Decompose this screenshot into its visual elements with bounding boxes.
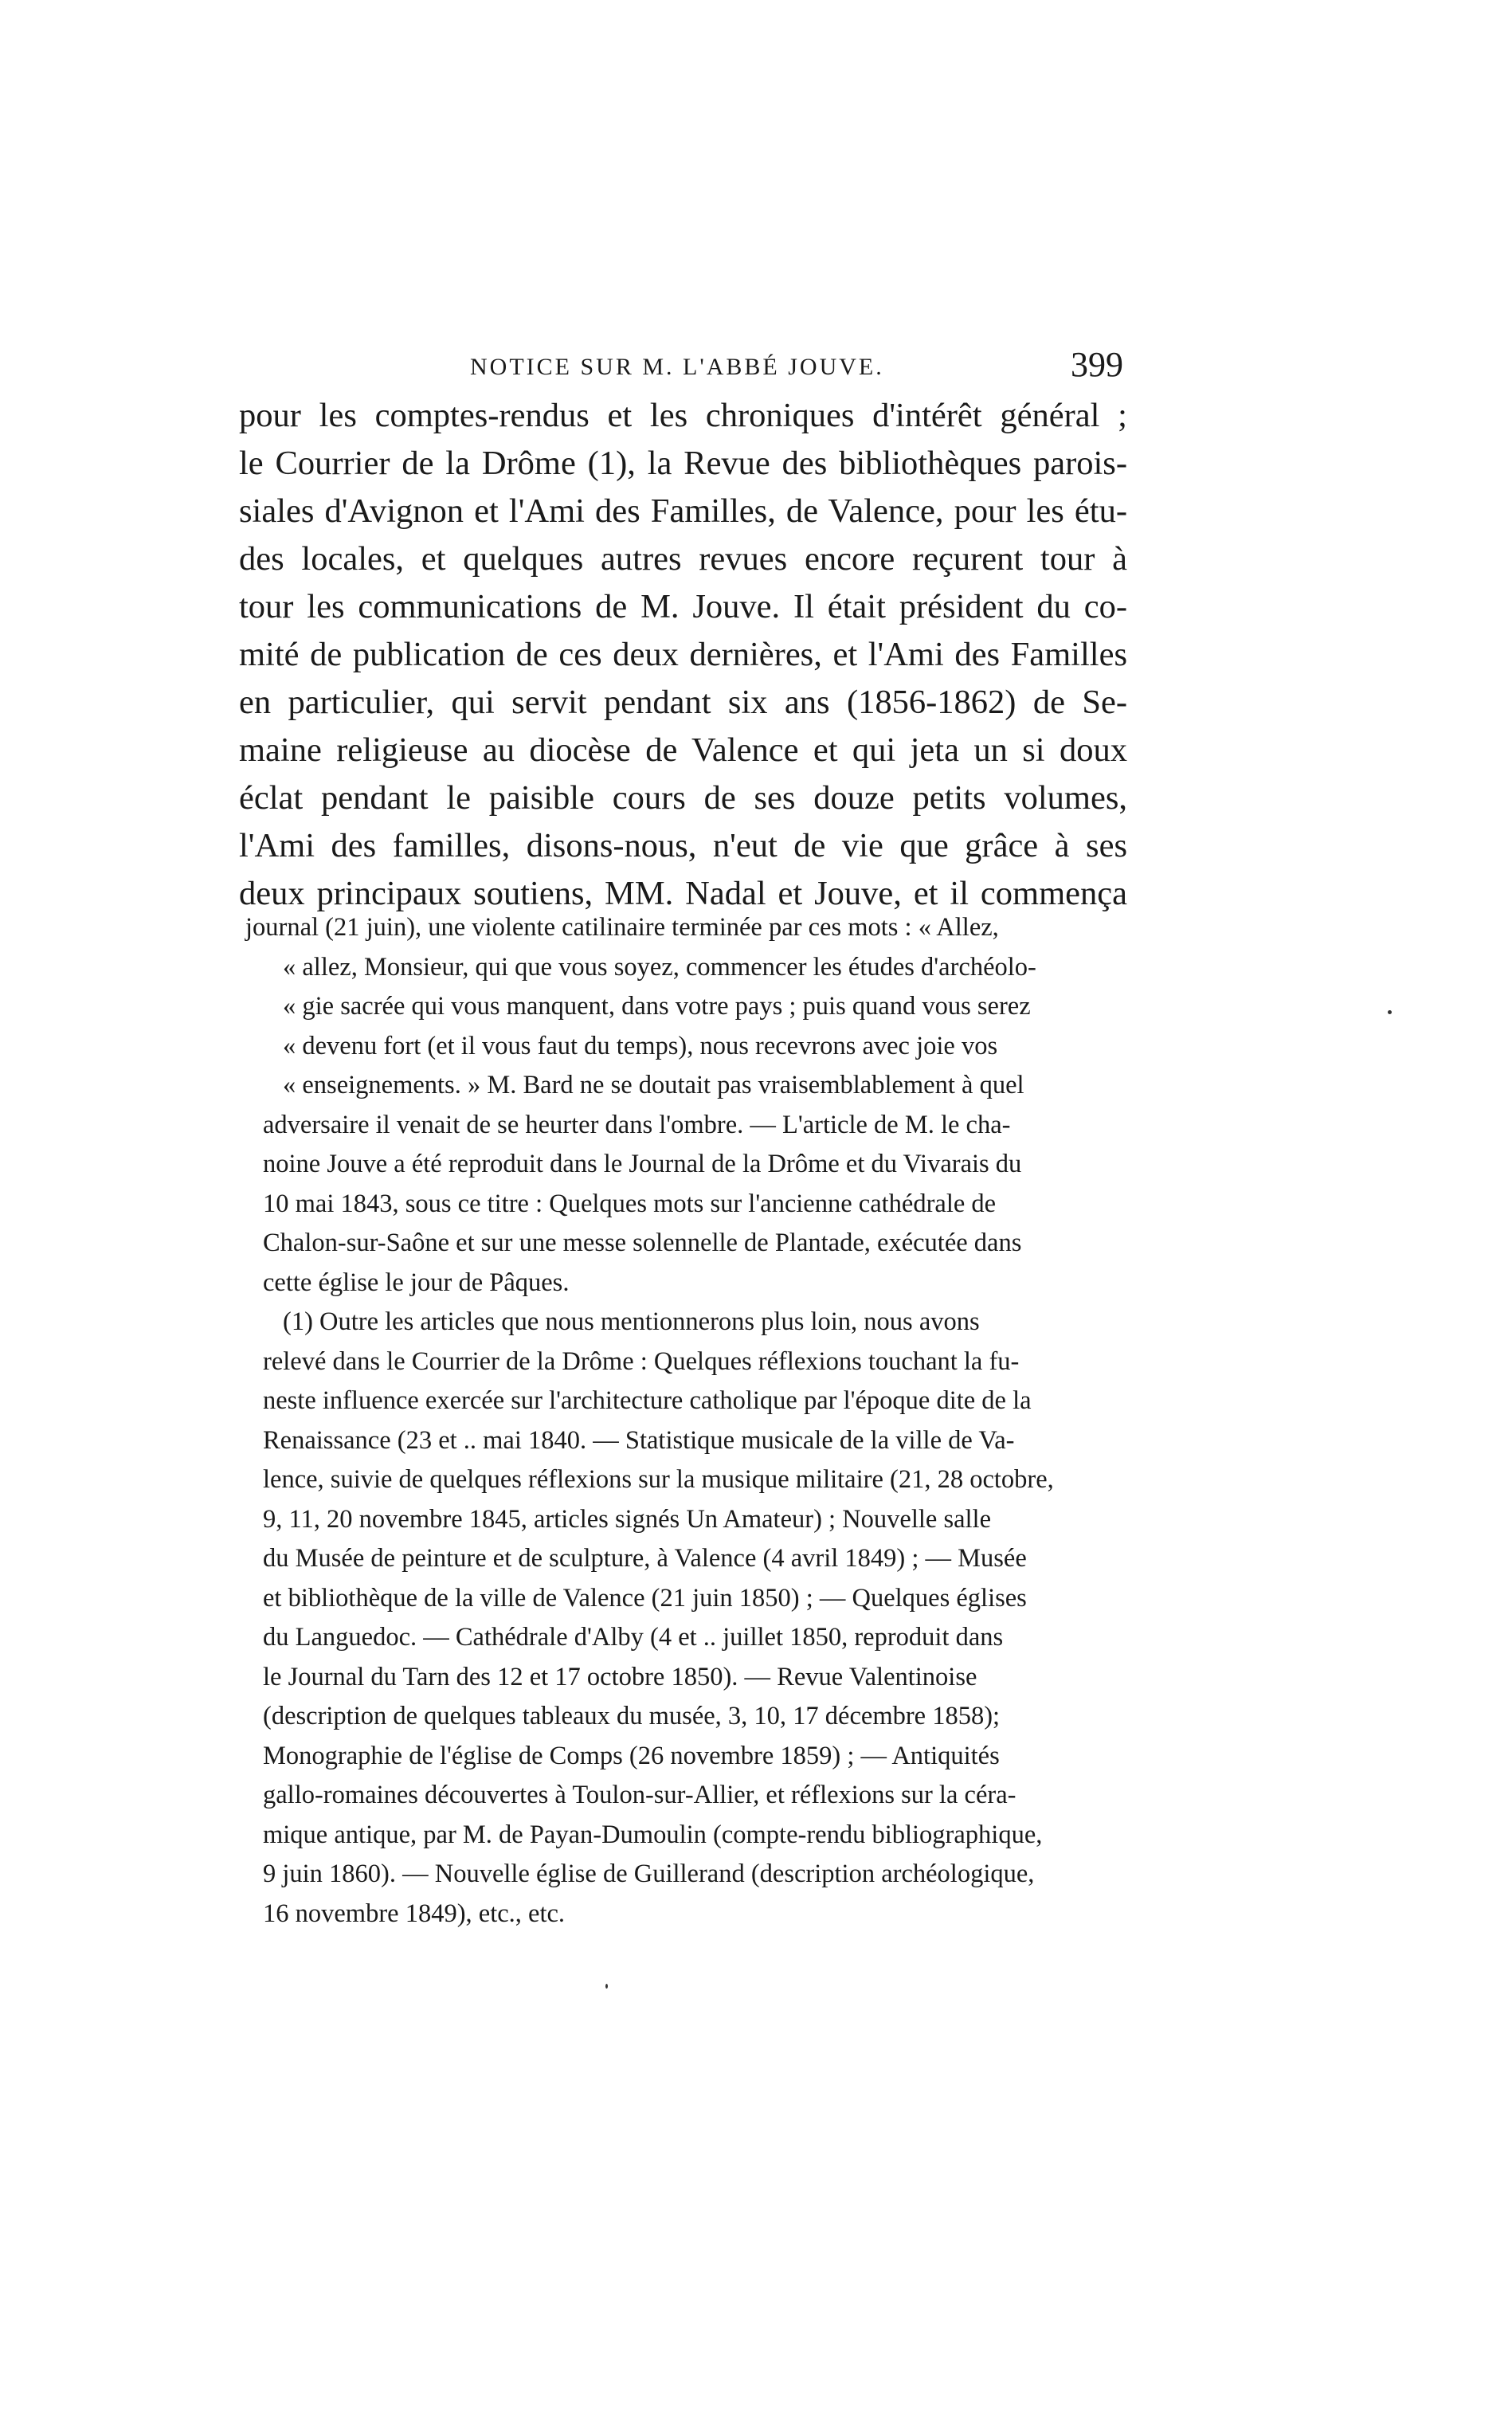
footnote-line: Renaissance (23 et .. mai 1840. — Statistique musicale de la ville de Va- bbox=[263, 1425, 1015, 1455]
footnote-line: neste influence exercée sur l'architecture catholique par l'époque dite de la bbox=[263, 1386, 1032, 1415]
running-head: NOTICE SUR M. L'ABBÉ JOUVE. bbox=[470, 354, 884, 380]
footnote-line: noine Jouve a été reproduit dans le Journal de la Drôme et du Vivarais du bbox=[263, 1150, 1022, 1178]
body-line: mité de publication de ces deux dernières, et l'Ami des Familles bbox=[239, 636, 1127, 673]
body-line: l'Ami des familles, disons-nous, n'eut de vie que grâce à ses bbox=[239, 827, 1127, 864]
footnote-line: du Languedoc. — Cathédrale d'Alby (4 et .. juillet 1850, reproduit dans bbox=[263, 1623, 1004, 1652]
body-line: deux principaux soutiens, MM. Nadal et Jouve, et il commença bbox=[239, 875, 1127, 912]
footnote-line: du Musée de peinture et de sculpture, à Valence (4 avril 1849) ; — Musée bbox=[263, 1544, 1027, 1573]
footnote-line: lence, suivie de quelques réflexions sur la musique militaire (21, 28 octobre, bbox=[263, 1465, 1054, 1494]
page-header bbox=[239, 344, 1123, 392]
footnote-line: cette église le jour de Pâques. bbox=[263, 1268, 570, 1297]
footnote-line: « enseignements. » M. Bard ne se doutait pas vraisemblablement à quel bbox=[283, 1071, 1024, 1099]
body-line: pour les comptes-rendus et les chroniques d'intérêt général ; bbox=[239, 397, 1127, 434]
ink-speck bbox=[1388, 1010, 1392, 1014]
footnotes bbox=[239, 908, 1127, 1934]
main-text bbox=[239, 392, 1127, 918]
footnote-line: Chalon-sur-Saône et sur une messe solennelle de Plantade, exécutée dans bbox=[263, 1229, 1022, 1257]
page-number: 399 bbox=[1071, 345, 1123, 384]
footnote-line: adversaire il venait de se heurter dans l'ombre. — L'article de M. le cha- bbox=[263, 1110, 1011, 1139]
footnote-line: 16 novembre 1849), etc., etc. bbox=[263, 1899, 566, 1928]
body-line: des locales, et quelques autres revues encore reçurent tour à bbox=[239, 540, 1127, 578]
footnote-line: Monographie de l'église de Comps (26 novembre 1859) ; — Antiquités bbox=[263, 1741, 1000, 1770]
body-line: tour les communications de M. Jouve. Il était président du co- bbox=[239, 588, 1127, 625]
footnote-line: « allez, Monsieur, qui que vous soyez, commencer les études d'archéolo- bbox=[283, 952, 1036, 982]
footnote-line: 10 mai 1843, sous ce titre : Quelques mots sur l'ancienne cathédrale de bbox=[263, 1189, 997, 1218]
footnote-line: 9 juin 1860). — Nouvelle église de Guillerand (description archéologique, bbox=[263, 1860, 1035, 1888]
footnote-line: « gie sacrée qui vous manquent, dans votre pays ; puis quand vous serez bbox=[283, 992, 1031, 1021]
footnote-line: le Journal du Tarn des 12 et 17 octobre 1850). — Revue Valentinoise bbox=[263, 1662, 977, 1691]
footnote-line: gallo-romaines découvertes à Toulon-sur-Allier, et réflexions sur la céra- bbox=[263, 1781, 1016, 1809]
footnote-line: « devenu fort (et il vous faut du temps), nous recevrons avec joie vos bbox=[283, 1031, 998, 1060]
footnote-line: 9, 11, 20 novembre 1845, articles signés Un Amateur) ; Nouvelle salle bbox=[263, 1504, 991, 1534]
footnote-line: et bibliothèque de la ville de Valence (21 juin 1850) ; — Quelques églises bbox=[263, 1583, 1027, 1613]
body-line: siales d'Avignon et l'Ami des Familles, de Valence, pour les étu- bbox=[239, 492, 1127, 530]
ink-speck bbox=[605, 1984, 608, 1989]
body-line: le Courrier de la Drôme (1), la Revue des bibliothèques parois- bbox=[239, 445, 1127, 482]
footnote-line: (description de quelques tableaux du musée, 3, 10, 17 décembre 1858); bbox=[263, 1702, 1001, 1730]
footnote-line: mique antique, par M. de Payan-Dumoulin (compte-rendu bibliographique, bbox=[263, 1820, 1043, 1849]
body-line: éclat pendant le paisible cours de ses douze petits volumes, bbox=[239, 779, 1127, 817]
body-line: maine religieuse au diocèse de Valence et qui jeta un si doux bbox=[239, 731, 1127, 769]
footnote-line: journal (21 juin), une violente catilinaire terminée par ces mots : « Allez, bbox=[245, 913, 999, 942]
body-line: en particulier, qui servit pendant six ans (1856-1862) de Se- bbox=[239, 684, 1127, 721]
footnote-line: (1) Outre les articles que nous mentionnerons plus loin, nous avons bbox=[283, 1307, 980, 1336]
footnote-line: relevé dans le Courrier de la Drôme : Quelques réflexions touchant la fu- bbox=[263, 1346, 1020, 1376]
